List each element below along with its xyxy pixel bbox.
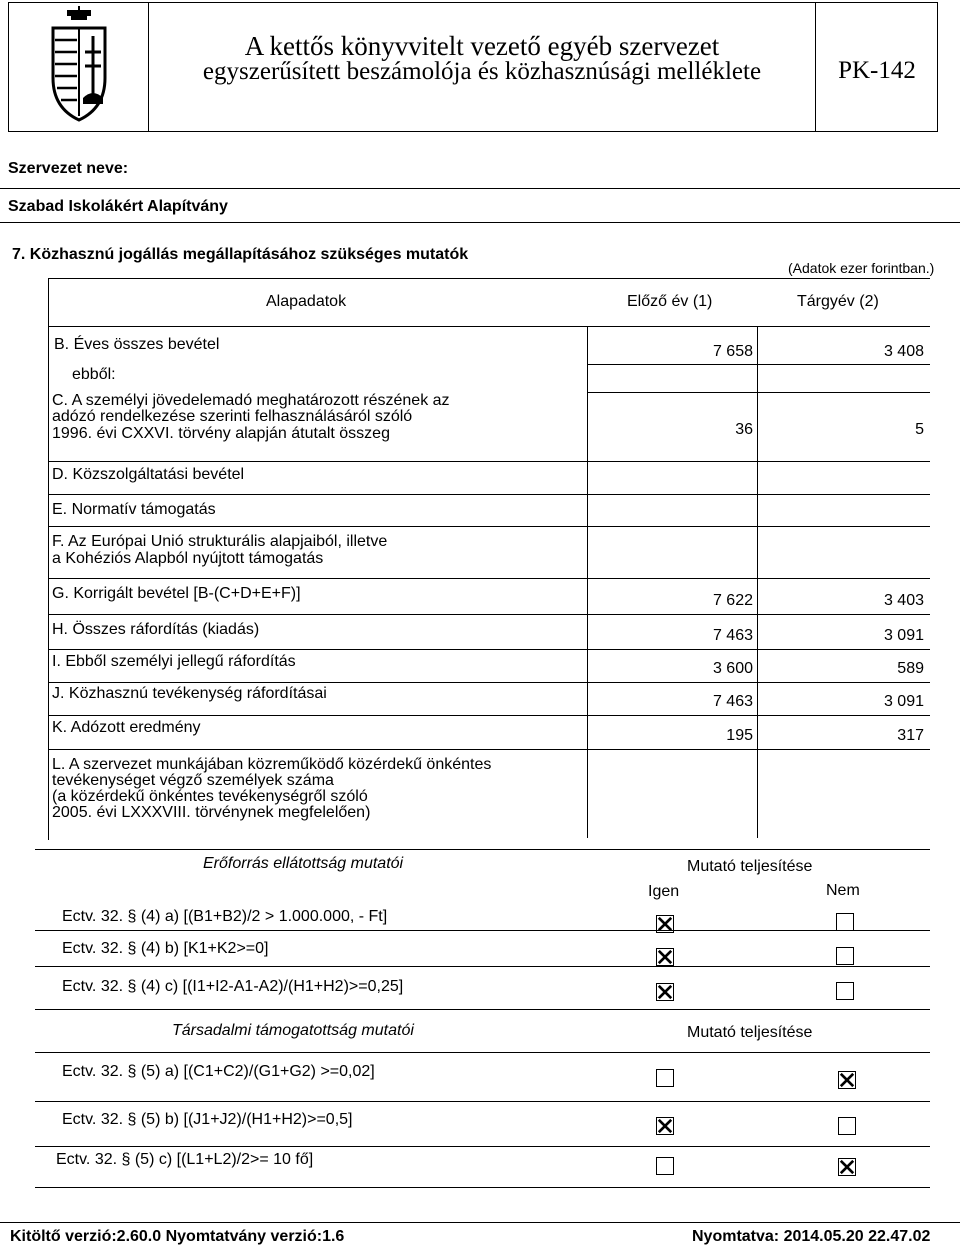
- indicator-r3-no-checkbox[interactable]: [836, 982, 854, 1000]
- table-left-border: [48, 278, 49, 840]
- form-title-line2: egyszerűsített beszámolója és közhasznúsági melléklete: [202, 58, 762, 85]
- row-j-prev: 7 463: [712, 693, 753, 710]
- row-f-line2: a Kohéziós Alapból nyújtott támogatás: [52, 550, 324, 567]
- indicator-r3-rule: [35, 1009, 930, 1010]
- indicator-s2-label: Ectv. 32. § (5) b) [(J1+J2)/(H1+H2)>=0,5]: [62, 1111, 353, 1128]
- row-h-label: H. Összes ráfordítás (kiadás): [52, 621, 260, 638]
- checkmark-x-icon: [839, 1072, 855, 1088]
- fulfilment-title: Mutató teljesítése: [687, 858, 813, 875]
- indicator-s3-label: Ectv. 32. § (5) c) [(L1+L2)/2>= 10 fő]: [56, 1151, 314, 1168]
- checkmark-x-icon: [657, 984, 673, 1000]
- col-sep-1: [587, 326, 588, 838]
- row-ebbol-label: ebből:: [72, 366, 116, 383]
- row-h-rule: [48, 649, 930, 650]
- col-head-base: Alapadatok: [266, 293, 347, 310]
- indicator-s1-yes-checkbox[interactable]: [656, 1069, 674, 1087]
- indicator-s1-no-checkbox[interactable]: [838, 1071, 856, 1089]
- row-j-label: J. Közhasznú tevékenység ráfordításai: [52, 685, 327, 702]
- row-k-rule: [48, 749, 930, 750]
- form-code: PK-142: [838, 57, 916, 84]
- header-divider-right: [815, 2, 816, 132]
- row-b-rule: [587, 364, 930, 365]
- row-f-line1: F. Az Európai Unió strukturális alapjaiból, illetve: [52, 533, 388, 550]
- row-g-prev: 7 622: [712, 592, 753, 609]
- indicator-r2-rule: [35, 966, 930, 967]
- social-header-rule: [35, 1052, 930, 1053]
- footer-printed: Nyomtatva: 2014.05.20 22.47.02: [692, 1228, 931, 1245]
- indicator-s1-label: Ectv. 32. § (5) a) [(C1+C2)/(G1+G2) >=0,02]: [62, 1063, 375, 1080]
- table-top-rule: [48, 278, 930, 279]
- row-k-label: K. Adózott eredmény: [52, 719, 201, 736]
- row-c-line3: 1996. évi CXXVI. törvény alapján átutalt összeg: [52, 425, 390, 442]
- row-g-curr: 3 403: [883, 592, 924, 609]
- indicator-r3-yes-checkbox[interactable]: [656, 983, 674, 1001]
- footer-version: Kitöltő verzió:2.60.0 Nyomtatvány verzió:1.6: [10, 1228, 345, 1245]
- indicator-r1-rule: [35, 930, 930, 931]
- row-i-prev: 3 600: [712, 660, 753, 677]
- row-l-line1: L. A szervezet munkájában közreműködő közérdekű önkéntes: [52, 756, 492, 773]
- indicator-r1-no-checkbox[interactable]: [836, 913, 854, 931]
- org-rule-top: [0, 188, 960, 189]
- row-k-curr: 317: [897, 727, 924, 744]
- form-title-line1: A kettős könyvvitelt vezető egyéb szervezet: [244, 31, 720, 61]
- indicator-r1-label: Ectv. 32. § (4) a) [(B1+B2)/2 > 1.000.000, - Ft]: [62, 908, 388, 925]
- indicators-top-rule: [35, 849, 930, 850]
- row-g-rule: [48, 614, 930, 615]
- section-title: 7. Közhasznú jogállás megállapításához szükséges mutatók: [12, 246, 469, 263]
- indicators-bottom-rule: [35, 1187, 930, 1188]
- col-head-prev: Előző év (1): [627, 293, 713, 310]
- row-g-label: G. Korrigált bevétel [B-(C+D+E+F)]: [52, 585, 301, 602]
- row-e-label: E. Normatív támogatás: [52, 501, 216, 518]
- row-d-rule: [48, 494, 930, 495]
- row-j-rule: [48, 715, 930, 716]
- coat-of-arms-logo: [45, 6, 113, 124]
- row-i-label: I. Ebből személyi jellegű ráfordítás: [52, 653, 296, 670]
- row-e-rule: [48, 526, 930, 527]
- indicator-s1-rule: [35, 1101, 930, 1102]
- row-c-line1: C. A személyi jövedelemadó meghatározott részének az: [52, 392, 450, 409]
- row-c-prev: 36: [735, 421, 753, 438]
- col-head-curr: Tárgyév (2): [797, 293, 879, 310]
- row-l-line3: (a közérdekű önkéntes tevékenységről szóló: [52, 788, 368, 805]
- row-l-line2: tevékenységet végző személyek száma: [52, 772, 334, 789]
- indicator-s3-no-checkbox[interactable]: [838, 1158, 856, 1176]
- unit-note: (Adatok ezer forintban.): [788, 260, 935, 276]
- row-c-rule: [48, 461, 930, 462]
- row-c-curr: 5: [915, 421, 924, 438]
- row-h-prev: 7 463: [712, 627, 753, 644]
- org-rule-bottom: [0, 222, 960, 223]
- social-title: Társadalmi támogatottság mutatói: [172, 1022, 414, 1039]
- row-h-curr: 3 091: [883, 627, 924, 644]
- row-c-line2: adózó rendelkezése szerinti felhasználásáról szóló: [52, 408, 413, 425]
- indicator-s3-yes-checkbox[interactable]: [656, 1157, 674, 1175]
- row-k-prev: 195: [726, 727, 753, 744]
- org-name-label: Szervezet neve:: [8, 160, 129, 177]
- indicator-s2-rule: [35, 1146, 930, 1147]
- yes-header: Igen: [648, 883, 680, 900]
- header-divider-left: [148, 2, 149, 132]
- row-i-curr: 589: [897, 660, 924, 677]
- row-l-line4: 2005. évi LXXXVIII. törvénynek megfelelően): [52, 804, 371, 821]
- indicator-r2-label: Ectv. 32. § (4) b) [K1+K2>=0]: [62, 940, 269, 957]
- header-row-rule: [48, 326, 930, 327]
- no-header: Nem: [826, 882, 860, 899]
- row-b-prev: 7 658: [712, 343, 753, 360]
- indicator-r3-label: Ectv. 32. § (4) c) [(I1+I2-A1-A2)/(H1+H2)>=0,25]: [62, 978, 404, 995]
- indicator-r2-yes-checkbox[interactable]: [656, 948, 674, 966]
- fulfilment-title-2: Mutató teljesítése: [687, 1024, 813, 1041]
- checkmark-x-icon: [839, 1159, 855, 1175]
- row-ebbol-rule: [587, 392, 930, 393]
- row-i-rule: [48, 682, 930, 683]
- col-sep-2: [757, 326, 758, 838]
- indicator-s2-yes-checkbox[interactable]: [656, 1117, 674, 1135]
- indicator-s2-no-checkbox[interactable]: [838, 1117, 856, 1135]
- row-f-rule: [48, 578, 930, 579]
- row-j-curr: 3 091: [883, 693, 924, 710]
- indicator-r2-no-checkbox[interactable]: [836, 947, 854, 965]
- checkmark-x-icon: [657, 949, 673, 965]
- row-b-label: B. Éves összes bevétel: [54, 336, 220, 353]
- resource-title: Erőforrás ellátottság mutatói: [203, 855, 404, 872]
- checkmark-x-icon: [657, 1118, 673, 1134]
- org-name-value: Szabad Iskolákért Alapítvány: [8, 198, 228, 215]
- row-b-curr: 3 408: [883, 343, 924, 360]
- row-d-label: D. Közszolgáltatási bevétel: [52, 466, 245, 483]
- footer-rule: [0, 1222, 960, 1223]
